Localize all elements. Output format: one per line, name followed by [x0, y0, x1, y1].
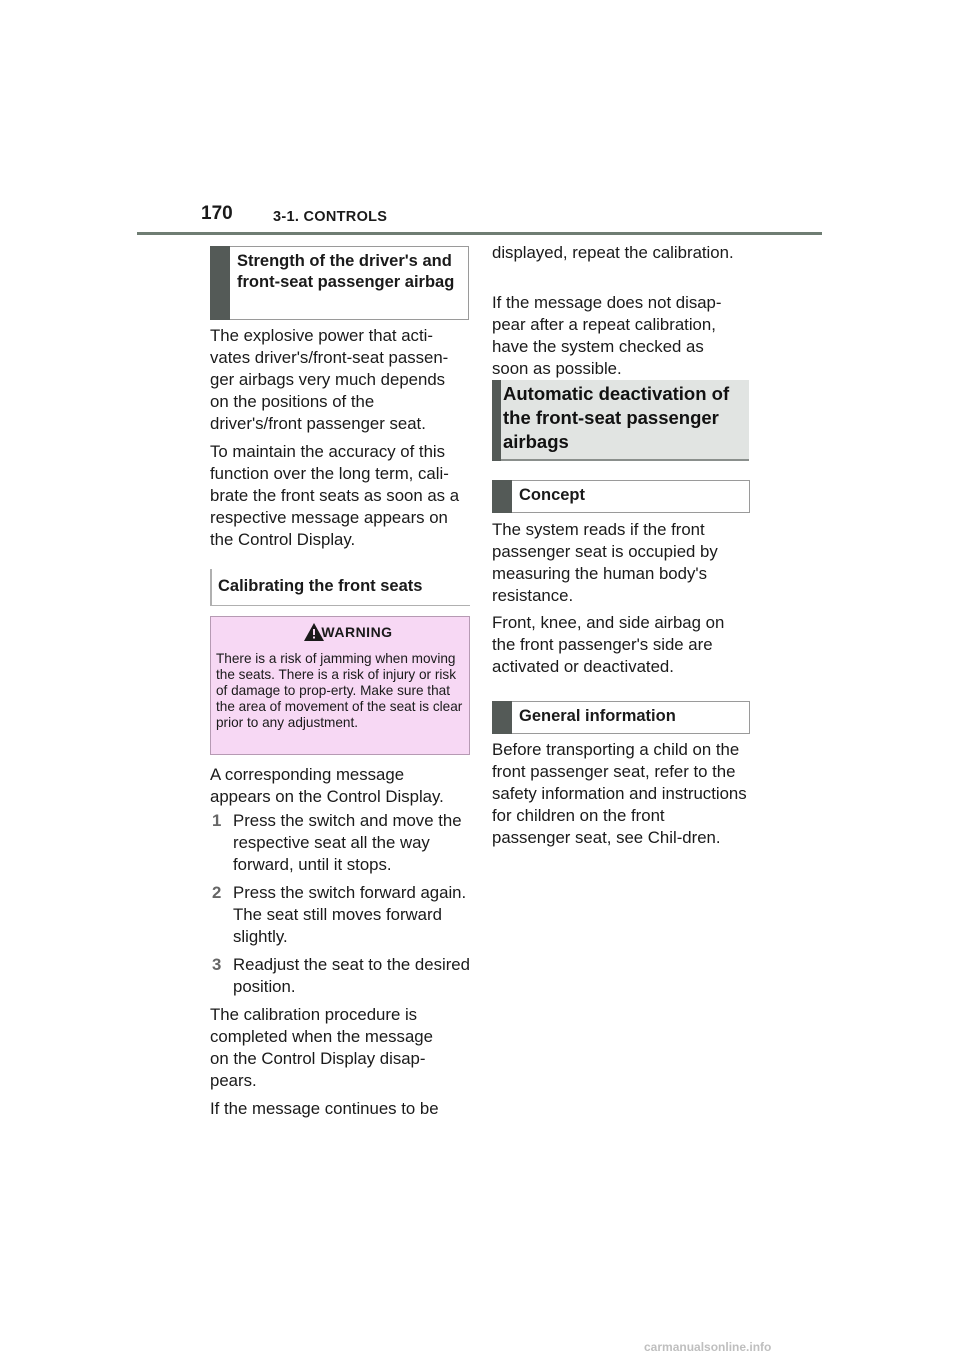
heading-bar [492, 701, 512, 734]
step-text: Readjust the seat to the desired position. [233, 955, 470, 996]
explosive-power-paragraph: The explosive power that acti-vates driver's/front-seat passen-ger airbags very much depends on the positions of the driver's/front passenger seat. [210, 326, 449, 433]
step-text: Press the switch forward again. The seat still moves forward slightly. [233, 883, 467, 946]
automatic-deactivation-heading-box [492, 380, 749, 461]
warning-box [210, 616, 470, 755]
step-2 [210, 882, 472, 948]
calibrating-heading: Calibrating the front seats [218, 577, 423, 595]
concept-heading: Concept [519, 486, 585, 504]
heading-bar [492, 480, 512, 513]
section-title: 3-1. CONTROLS [273, 209, 388, 225]
step-number: 2 [212, 883, 222, 902]
heading-bar [210, 246, 230, 320]
child-transport-paragraph: Before transporting a child on the front passenger seat, refer to the safety information and instructions for children on the front passenger seat, see Chil-dren. [492, 740, 747, 847]
automatic-deactivation-heading: Automatic deactivation of the front-seat passenger airbags [503, 383, 730, 452]
front-knee-side-paragraph: Front, knee, and side airbag on the front passenger's side are activated or deactivated. [492, 613, 725, 676]
calibrate-paragraph: To maintain the accuracy of this function over the long term, cali-brate the front seats as soon as a respective message appears on the Control Display. [210, 442, 460, 549]
header-divider [137, 232, 822, 235]
calibration-complete-paragraph: The calibration procedure is completed when the message on the Control Display disap-pears. [210, 1005, 433, 1090]
watermark: carmanualsonline.info [644, 1340, 772, 1354]
warning-title: WARNING [321, 624, 393, 640]
system-reads-paragraph: The system reads if the front passenger seat is occupied by measuring the human body's resistance. [492, 520, 718, 605]
general-information-heading-box [492, 701, 750, 734]
step-1 [210, 810, 472, 876]
step-number: 1 [212, 811, 222, 830]
calibrating-heading-box [210, 569, 470, 606]
message-not-disappear-paragraph: If the message does not disap-pear after a repeat calibration, have the system checked as soon as possible. [492, 293, 722, 378]
corresponding-message-paragraph: A corresponding message appears on the Control Display. [210, 765, 444, 806]
warning-triangle-icon [303, 622, 325, 642]
general-information-heading: General information [519, 707, 676, 725]
heading-bar [492, 380, 501, 461]
step-3 [210, 954, 472, 998]
airbag-strength-heading: Strength of the driver's and front-seat passenger airbag [237, 252, 455, 291]
message-continues-paragraph: If the message continues to be [210, 1099, 439, 1118]
warning-text: There is a risk of jamming when moving the seats. There is a risk of injury or risk of damage to prop-erty. Make sure that the area of movement of the seat is clear prior to any adjustment. [216, 651, 463, 730]
airbag-strength-heading-box [210, 246, 469, 320]
step-text: Press the switch and move the respective seat all the way forward, until it stops. [233, 811, 462, 874]
repeat-calibration-paragraph: displayed, repeat the calibration. [492, 243, 734, 262]
page-number: 170 [201, 203, 233, 224]
concept-heading-box [492, 480, 750, 513]
step-number: 3 [212, 955, 222, 974]
